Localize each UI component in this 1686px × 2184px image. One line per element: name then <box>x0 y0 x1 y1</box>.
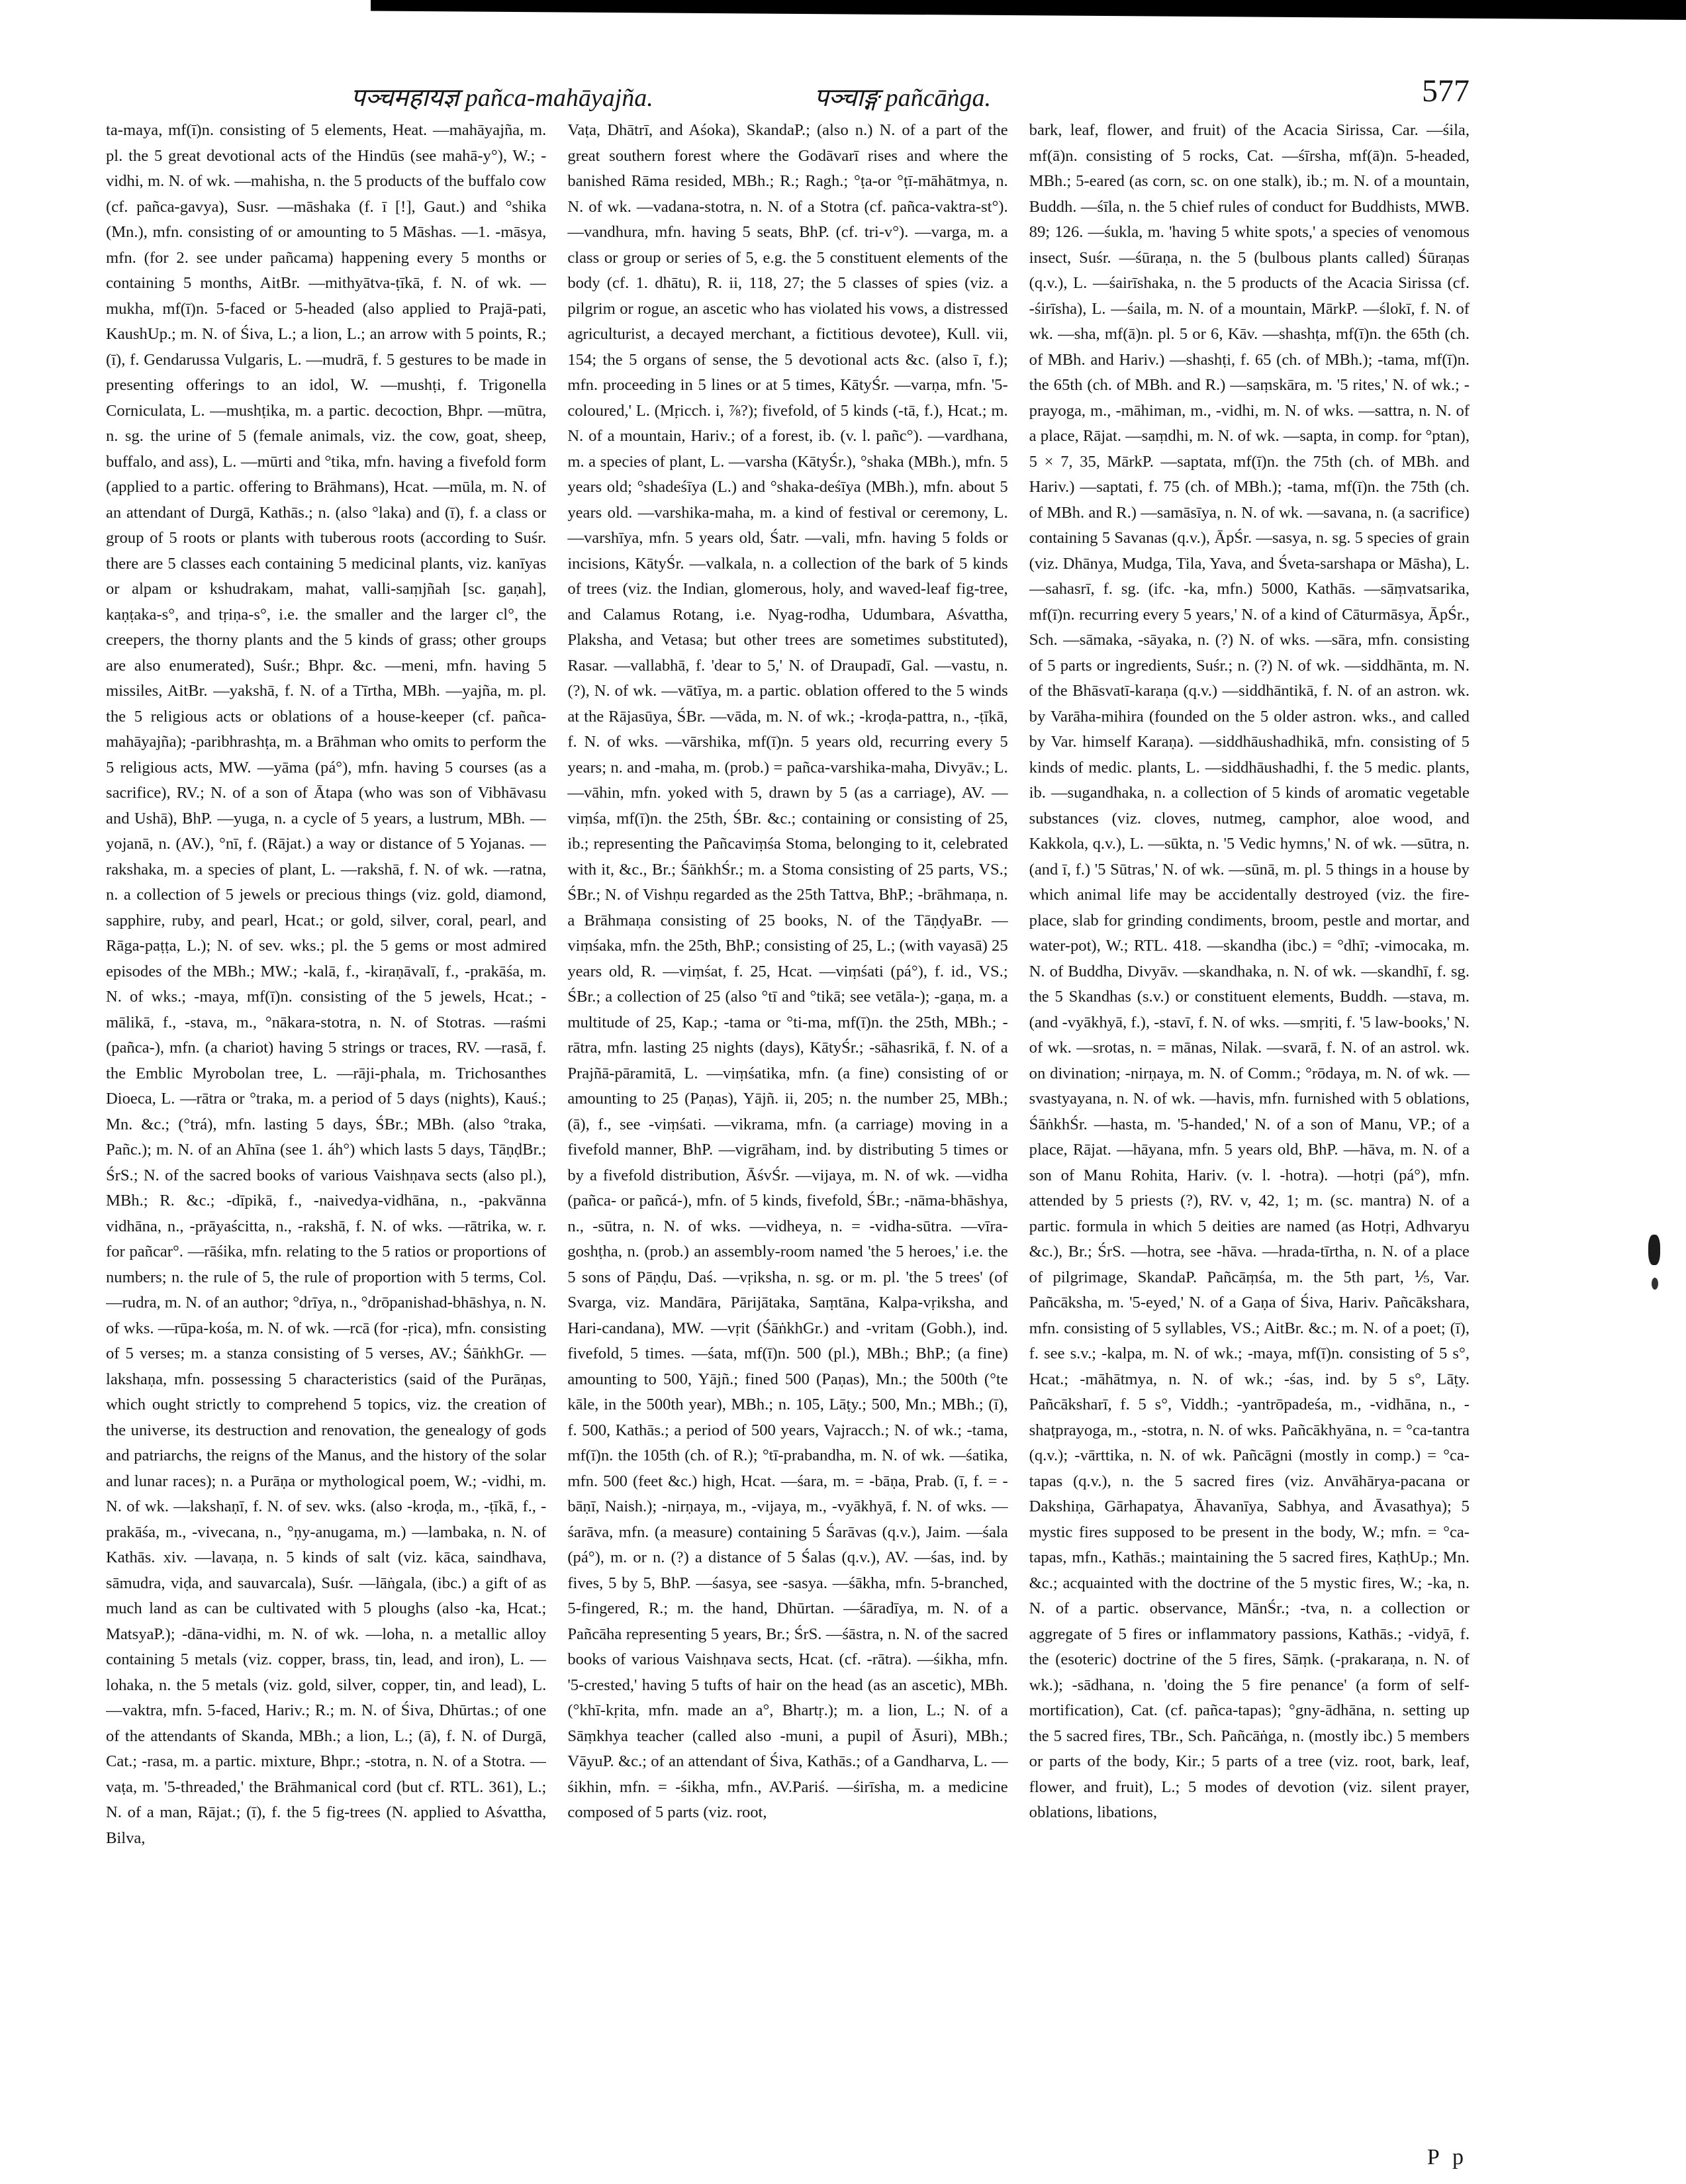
column-middle <box>567 118 1007 2104</box>
scan-edge-shadow <box>371 0 1686 20</box>
column-right <box>1029 118 1470 2104</box>
left-headword: पञ्चमहायज्ञ pañca-mahāyajña. <box>351 84 653 112</box>
text-columns <box>106 118 1470 2104</box>
column-text: Vaṭa, Dhātrī, and Aśoka), SkandaP.; (also n.) N. of a part of the great southern forest where the Godāvarī rises and where the banished Rāma resided, MBh.; R.; Ragh.; °ṭa-or °ṭī-māhātmya, n. N. of wk. —vadana-stotra, n. N. of a Stotra (cf. pañca-vaktra-st°). —vandhura, mfn. having 5 seats, BhP. (cf. tri-v°). —varga, m. a class or group or series of 5, e.g. the 5 constituent elements of the body (cf. 1. dhātu), R. ii, 118, 27; the 5 classes of spies (viz. a pilgrim or rogue, an ascetic who has violated his vows, a distressed agriculturist, a decayed merchant, a fictitious devotee), Kull. vii, 154; the 5 organs of sense, the 5 devotional acts &c. (also ī, f.); mfn. proceeding in 5 lines or at 5 times, KātyŚr. —varṇa, mfn. '5-coloured,' L. (Mṛicch. i, ⅞?); fivefold, of 5 kinds (-tā, f.), Hcat.; m. N. of a mountain, Hariv.; of a forest, ib. (v. l. pañc°). —vardhana, m. a species of plant, L. —varsha (KātyŚr.), °shaka (MBh.), mfn. 5 years old; °shadeśīya (L.) and °shaka-deśīya (MBh.), mfn. about 5 years old. —varshika-maha, m. a kind of festival or ceremony, L. —varshīya, mfn. 5 years old, Śatr. —vali, mfn. having 5 folds or incisions, KātyŚr. —valkala, n. a collection of the bark of 5 kinds of trees (viz. the Indian, glomerous, holy, and waved-leaf fig-tree, and Calamus Rotang, i.e. Nyag-rodha, Udumbara, Aśvattha, Plaksha, and Vetasa; but other trees are sometimes substituted), Rasar. —vallabhā, f. 'dear to 5,' N. of Draupadī, Gal. —vastu, n. (?), N. of wk. —vātīya, m. a partic. oblation offered to the 5 winds at the Rājasūya, ŚBr. —vāda, m. N. of wk.; -kroḍa-pattra, n., -ṭīkā, f. N. of wks. —vārshika, mf(ī)n. 5 years old, recurring every 5 years; n. and -maha, m. (prob.) = pañca-varshika-maha, Divyāv.; L. —vāhin, mfn. yoked with 5, drawn by 5 (as a carriage), AV. —viṃśa, mf(ī)n. the 25th, ŚBr. &c.; containing or consisting of 25, ib.; representing the Pañcaviṃśa Stoma, belonging to it, celebrated with it, &c., Br.; ŚāṅkhŚr.; m. a Stoma consisting of 25 parts, VS.; ŚBr.; N. of Vishṇu regarded as the 25th Tattva, BhP.; -brāhmaṇa, n. a Brāhmaṇa consisting of 25 books, N. of the TāṇḍyaBr. —viṃśaka, mfn. the 25th, BhP.; consisting of 25, L.; (with vayasā) 25 years old, R. —viṃśat, f. 25, Hcat. —viṃśati (pá°), f. id., VS.; ŚBr.; a collection of 25 (also °tī and °tikā; see vetāla-); -gaṇa, m. a multitude of 25, Kap.; -tama or °ti-ma, mf(ī)n. the 25th, MBh.; -rātra, mfn. lasting 25 nights (days), KātyŚr.; -sāhasrikā, f. N. of a Prajñā-pāramitā, L. —viṃśatika, mfn. (a fine) consisting of or amounting to 25 (Paṇas), Yājñ. ii, 205; n. the number 25, MBh.; (ā), f., see -viṃśati. —vikrama, mfn. (a carriage) moving in a fivefold manner, BhP. —vigrāham, ind. by distributing 5 times or by a fivefold distribution, ĀśvŚr. —vijaya, m. N. of wk. —vidha (pañca- or pañcá-), mfn. of 5 kinds, fivefold, ŚBr.; -nāma-bhāshya, n., -sūtra, n. N. of wks. —vidheya, n. = -vidha-sūtra. —vīra-goshṭha, n. (prob.) an assembly-room named 'the 5 heroes,' i.e. the 5 sons of Pāṇḍu, Daś. —vṛiksha, n. sg. or m. pl. 'the 5 trees' (of Svarga, viz. Mandāra, Pārijātaka, Saṃtāna, Kalpa-vṛiksha, and Hari-candana), MW. —vṛit (ŚāṅkhGr.) and -vritam (Gobh.), ind. fivefold, 5 times. —śata, mf(ī)n. 500 (pl.), MBh.; BhP.; (a fine) amounting to 500, Yājñ.; fined 500 (Paṇas), Mn.; the 500th (°te kāle, in the 500th year), MBh.; n. 105, Lāṭy.; 500, Mn.; MBh.; (ī), f. 500, Kathās.; a period of 500 years, Vajracch.; N. of wk.; -tama, mf(ī)n. the 105th (ch. of R.); °tī-prabandha, m. N. of wk. —śatika, mfn. 500 (feet &c.) high, Hcat. —śara, m. = -bāṇa, Prab. (ī, f. = -bāṇī, Naish.); -nirṇaya, m., -vijaya, m., -vyākhyā, f. N. of wks. —śarāva, mfn. (a measure) containing 5 Śarāvas (q.v.), Jaim. —śala (pá°), m. or n. (?) a distance of 5 Śalas (q.v.), AV. —śas, ind. by fives, 5 by 5, BhP. —śasya, see -sasya. —śākha, mfn. 5-branched, 5-fingered, R.; m. the hand, Dhūrtan. —śāradīya, m. N. of a Pañcāha representing 5 years, Br.; ŚrS. —śāstra, n. N. of the sacred books of various Vaishṇava sects, Hcat. (cf. -rātra). —śikha, mfn. '5-crested,' having 5 tufts of hair on the head (as an ascetic), MBh. (°khī-kṛita, mfn. made an a°, Bhartṛ.); m. a lion, L.; N. of a Sāṃkhya teacher (called also -muni, a pupil of Āsuri), MBh.; VāyuP. &c.; of an attendant of Śiva, Kathās.; of a Gandharva, L. —śikhin, mfn. = -śikha, mfn., AV.Pariś. —śirīsha, m. a medicine composed of 5 parts (viz. root, <box>567 121 1008 1821</box>
page-number: 577 <box>1422 73 1470 109</box>
signature-mark: P p <box>1427 2145 1468 2169</box>
running-header <box>99 71 1470 114</box>
column-text: ta-maya, mf(ī)n. consisting of 5 elements, Heat. —mahāyajña, m. pl. the 5 great devotional acts of the Hindūs (see mahā-y°), W.; -vidhi, m. N. of wk. —mahisha, n. the 5 products of the buffalo cow (cf. pañca-gavya), Susr. —māshaka (f. ī [!], Gaut.) and °shika (Mn.), mfn. consisting of or amounting to 5 Māshas. —1. -māsya, mfn. (for 2. see under pañcama) happening every 5 months or containing 5 months, AitBr. —mithyātva-ṭīkā, f. N. of wk. —mukha, mf(ī)n. 5-faced or 5-headed (also applied to Prajā-pati, KaushUp.; m. N. of Śiva, L.; a lion, L.; an arrow with 5 points, R.; (ī), f. Gendarussa Vulgaris, L. —mudrā, f. 5 gestures to be made in presenting offerings to an idol, W. —mushṭi, f. Trigonella Corniculata, L. —mushṭika, m. a partic. decoction, Bhpr. —mūtra, n. sg. the urine of 5 (female animals, viz. the cow, goat, sheep, buffalo, and ass), L. —mūrti and °tika, mfn. having a fivefold form (applied to a partic. offering to Brāhmans), Hcat. —mūla, m. N. of an attendant of Durgā, Kathās.; n. (also °laka) and (ī), f. a class or group of 5 roots or plants with tuberous roots (according to Suśr. there are 5 classes each containing 5 medicinal plants, viz. kanīyas or alpam or kshudrakam, mahat, valli-saṃjñah [sc. gaṇah], kaṇṭaka-s°, and tṛiṇa-s°, i.e. the smaller and the larger cl°, the creepers, the thorny plants and the 5 kinds of grass; other groups are also enumerated), Suśr.; Bhpr. &c. —meni, mfn. having 5 missiles, AitBr. —yakshā, f. N. of a Tīrtha, MBh. —yajña, m. pl. the 5 religious acts or oblations of a house-keeper (cf. pañca-mahāyajña); -paribhrashṭa, m. a Brāhman who omits to perform the 5 religious acts, MW. —yāma (pá°), mfn. having 5 courses (as a sacrifice), RV.; N. of a son of Ātapa (who was son of Vibhāvasu and Ushā), BhP. —yuga, n. a cycle of 5 years, a lustrum, MBh. —yojanā, n. (AV.), °nī, f. (Rājat.) a way or distance of 5 Yojanas. —rakshaka, m. a species of plant, L. —rakshā, f. N. of wk. —ratna, n. a collection of 5 jewels or precious things (viz. gold, diamond, sapphire, ruby, and pearl, Hcat.; or gold, silver, coral, pearl, and Rāga-paṭṭa, L.); N. of sev. wks.; pl. the 5 gems or most admired episodes of the MBh.; MW.; -kalā, f., -kiraṇāvalī, f., -prakāśa, m. N. of wks.; -maya, mf(ī)n. consisting of the 5 jewels, Hcat.; -mālikā, f., -stava, m., °nākara-stotra, n. N. of Stotras. —raśmi (pañca-), mfn. (a chariot) having 5 strings or traces, RV. —rasā, f. the Emblic Myrobolan tree, L. —rāji-phala, m. Trichosanthes Dioeca, L. —rātra or °traka, m. a period of 5 days (nights), Kauś.; Mn. &c.; (°trá), mfn. lasting 5 days, ŚBr.; MBh. (also °traka, Pañc.); m. N. of an Ahīna (see 1. áh°) which lasts 5 days, TāṇḍBr.; ŚrS.; N. of the sacred books of various Vaishṇava sects (also pl.), MBh.; R. &c.; -dīpikā, f., -naivedya-vidhāna, n., -pakvānna vidhāna, n., -prāyaścitta, n., -rakshā, f. N. of wks. —rātrika, w. r. for pañcar°. —rāśika, mfn. relating to the 5 ratios or proportions of numbers; n. the rule of 5, the rule of proportion with 5 terms, Col. —rudra, m. N. of an author; °drīya, n., °drōpanishad-bhāshya, n. N. of wks. —rūpa-kośa, m. N. of wk. —rcā (for -ṛica), mfn. consisting of 5 verses; m. a stanza consisting of 5 verses, AV.; ŚāṅkhGr. —lakshaṇa, mfn. possessing 5 characteristics (said of the Purāṇas, which ought strictly to comprehend 5 topics, viz. the creation of the universe, its destruction and renovation, the genealogy of gods and patriarchs, the reigns of the Manus, and the history of the solar and lunar races); n. a Purāṇa or mythological poem, W.; -vidhi, m. N. of wk. —lakshaṇī, f. N. of sev. wks. (also -kroḍa, m., -ṭīkā, f., -prakāśa, m., -vivecana, n., °ṇy-anugama, m.) —lambaka, n. N. of Kathās. xiv. —lavaṇa, n. 5 kinds of salt (viz. kāca, saindhava, sāmudra, viḍa, and sauvarcala), Suśr. —lāṅgala, (ibc.) a gift of as much land as can be cultivated with 5 ploughs (also -ka, Hcat.; MatsyaP.); -dāna-vidhi, m. N. of wk. —loha, n. a metallic alloy containing 5 metals (viz. copper, brass, tin, lead, and iron), L. —lohaka, n. the 5 metals (viz. gold, silver, copper, tin, and lead), L. —vaktra, mfn. 5-faced, Hariv.; R.; m. N. of Śiva, Dhūrtas.; of one of the attendants of Skanda, MBh.; a lion, L.; (ā), f. N. of Durgā, Cat.; -rasa, m. a partic. mixture, Bhpr.; -stotra, n. N. of a Stotra. —vaṭa, m. '5-threaded,' the Brāhmanical cord (but cf. RTL. 361), L.; N. of a man, Rājat.; (ī), f. the 5 fig-trees (N. applied to Aśvattha, Bilva, <box>106 121 547 1847</box>
column-left <box>106 118 546 2104</box>
column-text: bark, leaf, flower, and fruit) of the Acacia Sirissa, Car. —śila, mf(ā)n. consisting of 5 rocks, Cat. —śīrsha, mf(ā)n. 5-headed, MBh.; 5-eared (as corn, sc. on one stalk), ib.; m. N. of a mountain, Buddh. —śīla, n. the 5 chief rules of conduct for Buddhists, MWB. 89; 126. —śukla, m. 'having 5 white spots,' a species of venomous insect, Suśr. —śūraṇa, n. the 5 (bulbous plants called) Śūraṇas (q.v.), L. —śairīshaka, n. the 5 products of the Acacia Sirissa (cf. -śirīsha), L. —śaila, m. N. of a mountain, MārkP. —ślokī, f. N. of wk. —sha, mf(ā)n. pl. 5 or 6, Kāv. —shashṭa, mf(ī)n. the 65th (ch. of MBh. and Hariv.) —shashṭi, f. 65 (ch. of MBh.); -tama, mf(ī)n. the 65th (ch. of MBh. and R.) —saṃskāra, m. '5 rites,' N. of wk.; -prayoga, m., -māhiman, m., -vidhi, m. N. of wks. —sattra, n. N. of a place, Rājat. —saṃdhi, m. N. of wk. —sapta, in comp. for °ptan), 5 × 7, 35, MārkP. —saptata, mf(ī)n. the 75th (ch. of MBh. and Hariv.) —saptati, f. 75 (ch. of MBh.); -tama, mf(ī)n. the 75th (ch. of MBh. and R.) —samāsīya, n. N. of wk. —savana, n. (a sacrifice) containing 5 Savanas (q.v.), ĀpŚr. —sasya, n. sg. 5 species of grain (viz. Dhānya, Mudga, Tila, Yava, and Śveta-sarshapa or Māsha), L. —sahasrī, f. sg. (ifc. -ka, mfn.) 5000, Kathās. —sāṃvatsarika, mf(ī)n. recurring every 5 years,' N. of a kind of Cāturmāsya, ĀpŚr., Sch. —sāmaka, -sāyaka, n. (?) N. of wks. —sāra, mfn. consisting of 5 parts or ingredients, Suśr.; n. (?) N. of wk. —siddhānta, m. N. of the Bhāsvatī-karaṇa (q.v.) —siddhāntikā, f. N. of an astron. wk. by Varāha-mihira (founded on the 5 older astron. wks., and called by Var. himself Karaṇa). —siddhāushadhikā, mfn. consisting of 5 kinds of medic. plants, L. —siddhāushadhi, f. the 5 medic. plants, ib. —sugandhaka, n. a collection of 5 kinds of aromatic vegetable substances (viz. cloves, nutmeg, camphor, aloe wood, and Kakkola, q.v.), L. —sūkta, n. '5 Vedic hymns,' N. of wk. —sūtra, n. (and ī, f.) '5 Sūtras,' N. of wk. —sūnā, m. pl. 5 things in a house by which animal life may be accidentally destroyed (viz. the fire-place, slab for grinding condiments, broom, pestle and mortar, and water-pot), W.; RTL. 418. —skandha (ibc.) = °dhī; -vimocaka, m. N. of Buddha, Divyāv. —skandhaka, n. N. of wk. —skandhī, f. sg. the 5 Skandhas (s.v.) or constituent elements, Buddh. —stava, m. (and -vyākhyā, f.), -stavī, f. N. of wks. —smṛiti, f. '5 law-books,' N. of wk. —srotas, n. = mānas, Nilak. —svarā, f. N. of an astrol. wk. on divination; -nirṇaya, m. N. of Comm.; °rōdaya, m. N. of wk. —svastyayana, n. N. of wk. —havis, mfn. furnished with 5 oblations, ŚāṅkhŚr. —hasta, m. '5-handed,' N. of a son of Manu, VP.; of a place, Rājat. —hāyana, mfn. 5 years old, BhP. —hāva, m. N. of a son of Manu Rohita, Hariv. (v. l. -hotra). —hotṛi (pá°), mfn. attended by 5 priests (?), RV. v, 42, 1; m. (sc. mantra) N. of a partic. formula in which 5 deities are named (as Hotṛi, Adhvaryu &c.), Br.; ŚrS. —hotra, see -hāva. —hrada-tīrtha, n. N. of a place of pilgrimage, SkandaP. Pañcāṃśa, m. the 5th part, ⅕, Var. Pañcāksha, m. '5-eyed,' N. of a Gaṇa of Śiva, Hariv. Pañcākshara, mfn. consisting of 5 syllables, VS.; AitBr. &c.; m. N. of a poet; (ī), f. see s.v.; -kalpa, m. N. of wk.; -maya, mf(ī)n. consisting of 5 s°, Hcat.; -māhātmya, n. N. of wk.; -śas, ind. by 5 s°, Lāṭy. Pañcāksharī, f. 5 s°, Viddh.; -yantrōpadeśa, m., -vidhāna, n., -shaṭprayoga, m., -stotra, n. N. of wks. Pañcākhyāna, n. = °ca-tantra (q.v.); -vārttika, n. N. of wk. Pañcāgni (mostly in comp.) = °ca-tapas (q.v.), n. the 5 sacred fires (viz. Anvāhārya-pacana or Dakshiṇa, Gārhapatya, Āhavanīya, Sabhya, and Āvasathya); 5 mystic fires supposed to be present in the body, W.; mfn. = °ca-tapas, mfn., Kathās.; maintaining the 5 sacred fires, KaṭhUp.; Mn. &c.; acquainted with the doctrine of the 5 mystic fires, W.; -ka, n. N. of a partic. observance, MānŚr.; -tva, n. a collection or aggregate of 5 fires or inflammatory passions, Kathās.; -vidyā, f. the (esoteric) doctrine of the 5 fires, Sāṃk. (-prakaraṇa, n. N. of wk.); -sādhana, n. 'doing the 5 fire penance' (a form of self-mortification), Cat. (cf. pañca-tapas); °gny-ādhāna, n. setting up the 5 sacred fires, TBr., Sch. Pañcāṅga, n. (mostly ibc.) 5 members or parts of the body, Kir.; 5 parts of a tree (viz. root, bark, leaf, flower, and fruit), L.; 5 modes of devotion (viz. silent prayer, oblations, libations, <box>1029 121 1470 1821</box>
right-headword: पञ्चाङ्ग pañcāṅga. <box>814 84 991 112</box>
ink-blot <box>1648 1235 1660 1265</box>
ink-blot <box>1652 1278 1658 1290</box>
